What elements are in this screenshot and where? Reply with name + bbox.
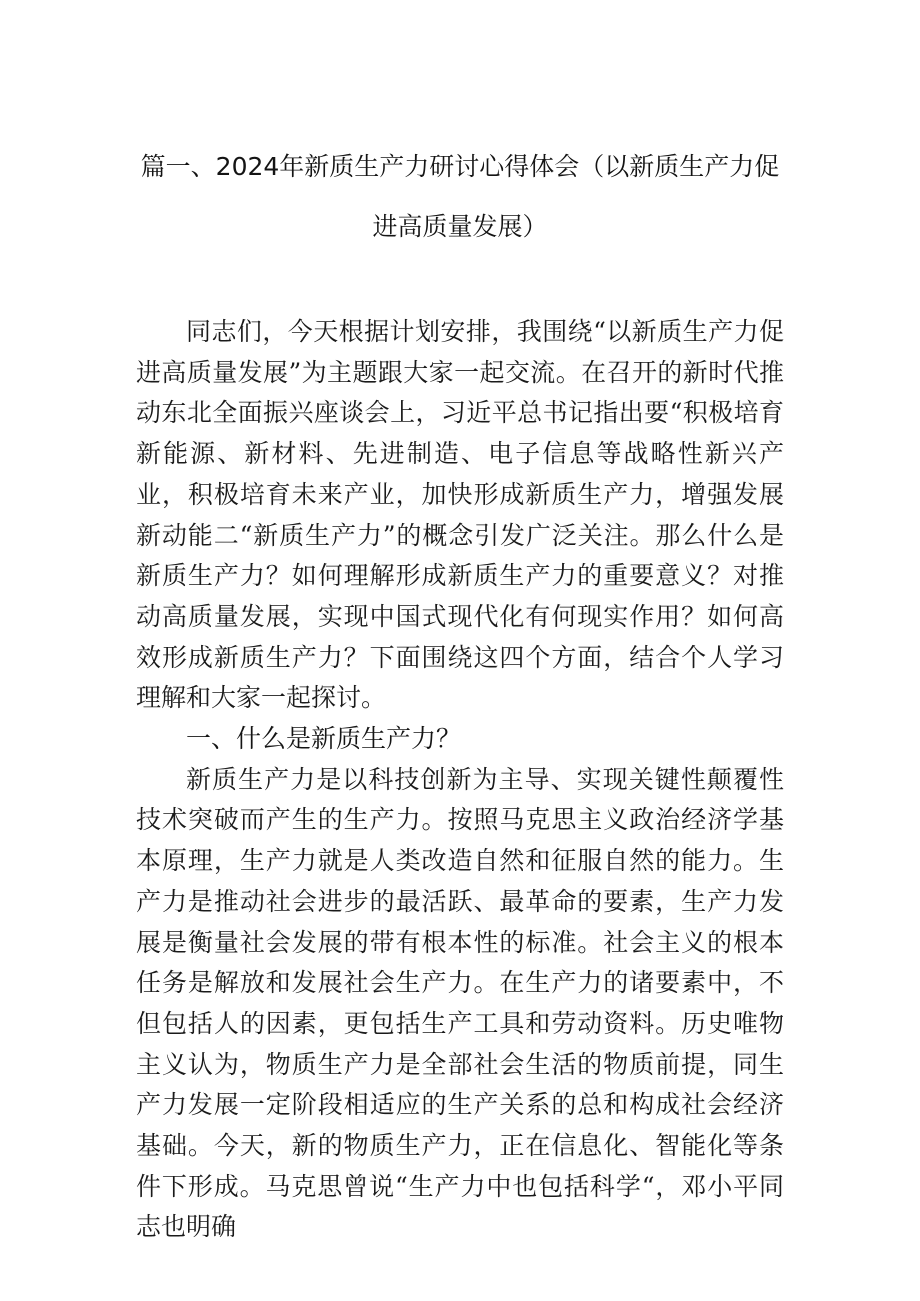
section-heading: 一、什么是新质生产力？ (186, 724, 462, 754)
section-paragraph: 新质生产力是以科技创新为主导、实现关键性颠覆性技术突破而产生的生产力。按照马克思主义政治经济学基本原理，生产力就是人类改造自然和征服自然的能力。生产力是推动社会进步的最活跃、最革命的要素，生产力发展是衡量社会发展的带有根本性的标准。社会主义的根本任务是解放和发展社会生产力。在生产力的诸要素中，不但包括人的因素，更包括生产工具和劳动资料。历史唯物主义认为，物质生产力是全部社会生活的物质前提，同生产力发展一定阶段相适应的生产关系的总和构成社会经济基础。今天，新的物质生产力，正在信息化、智能化等条件下形成。马克思曾说“生产力中也包括科学“，邓小平同志也明确 (136, 764, 784, 1242)
document-title-line-2: 进高质量发展） (372, 212, 548, 241)
document-body (136, 312, 784, 1248)
document-title-line-1: 篇一、2024年新质生产力研讨心得体会（以新质生产力促 (140, 152, 780, 181)
intro-paragraph: 同志们，今天根据计划安排，我围绕“以新质生产力促进高质量发展”为主题跟大家一起交流。在召开的新时代推动东北全面振兴座谈会上，习近平总书记指出要“积极培育新能源、新材料、先进制造、电子信息等战略性新兴产业，积极培育未来产业，加快形成新质生产力，增强发展新动能二“新质生产力”的概念引发广泛关注。那么什么是新质生产力？如何理解形成新质生产力的重要意义？对推动高质量发展，实现中国式现代化有何现实作用？如何高效形成新质生产力？下面围绕这四个方面，结合个人学习理解和大家一起探讨。 (136, 317, 784, 713)
